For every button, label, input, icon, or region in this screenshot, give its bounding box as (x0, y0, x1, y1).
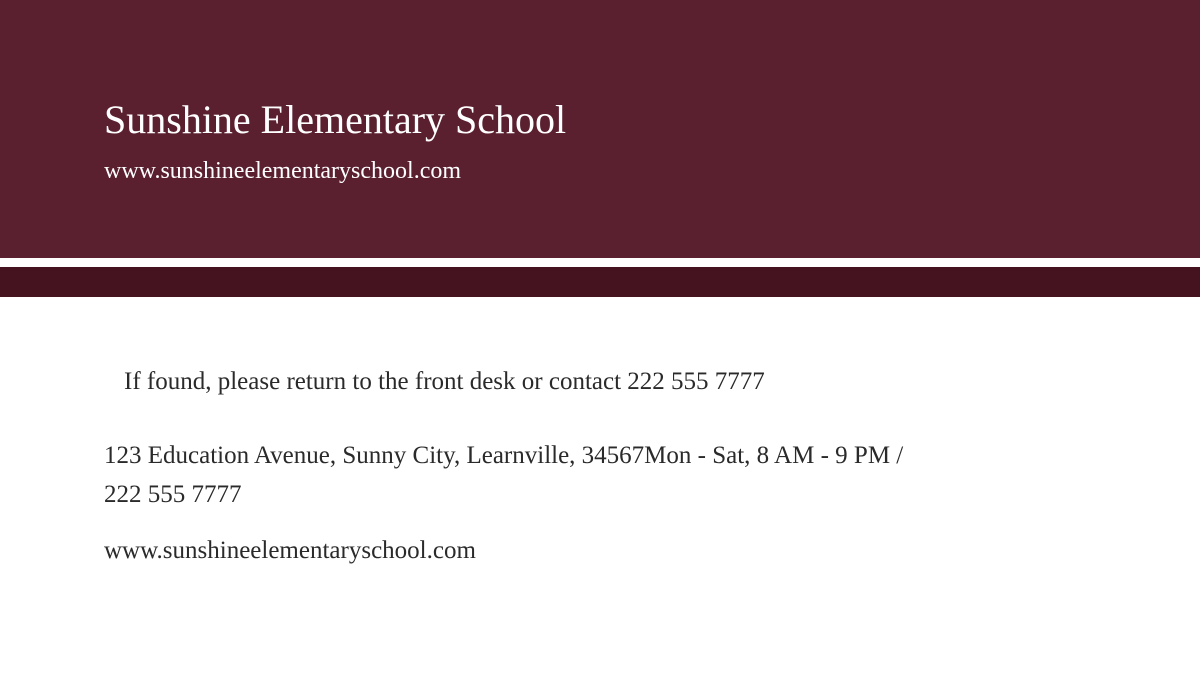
return-note: If found, please return to the front desk or contact 222 555 7777 (124, 368, 765, 395)
accent-band (0, 267, 1200, 297)
address-hours: 123 Education Avenue, Sunny City, Learnville, 34567Mon - Sat, 8 AM - 9 PM / 222 555 7777 (104, 442, 904, 508)
header-divider (0, 258, 1200, 267)
header-website: www.sunshineelementaryschool.com (104, 158, 462, 184)
footer-website: www.sunshineelementaryschool.com (104, 537, 476, 564)
school-name: Sunshine Elementary School (104, 97, 567, 142)
